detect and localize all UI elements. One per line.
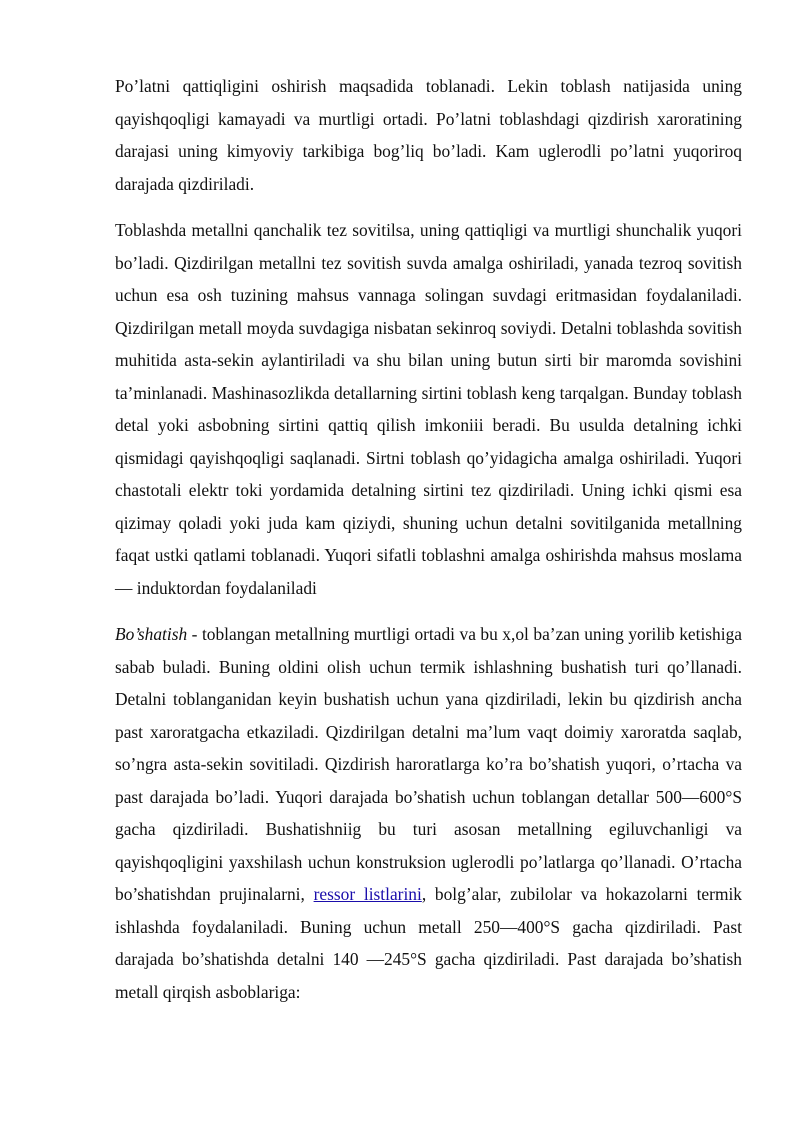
paragraph-tempering-text-2: , bolg’alar, zubilolar va hokazolarni termik ishlashda foydalaniladi. Buning uchun metall 250—400°S gacha qizdiriladi. Past darajada bo’shatishda detalni 140 —245°S gacha qizdiriladi. Past darajada bo’shatish metall qirqish asboblariga: [115,884,742,1002]
document-page [115,70,742,1022]
paragraph-tempering [115,618,742,1008]
paragraph-quenching-process: Toblashda metallni qanchalik tez sovitilsa, uning qattiqligi va murtligi shunchalik yuqori bo’ladi. Qizdirilgan metallni tez sovitish suvda amalga oshiriladi, yanada tezroq sovitish uchun esa osh tuzining mahsus vannaga solingan suvdagi eritmasidan foydalaniladi. Qizdirilgan metall moyda suvdagiga nisbatan sekinroq soviydi. Detalni toblashda sovitish muhitida asta-sekin aylantiriladi va shu bilan uning butun sirti bir maromda sovishini ta’minlanadi. Mashinasozlikda detallarning sirtini toblash keng tarqalgan. Bunday toblash detal yoki asbobning sirtini qattiq qilish imkoniii beradi. Bu usulda detalning ichki qismidagi qayishqoqligi saqlanadi. Sirtni toblash qo’yidagicha amalga oshiriladi. Yuqori chastotali elektr toki yordamida detalning sirtini tez qizdiriladi. Uning ichki qismi esa qizimay qoladi yoki juda kam qiziydi, shuning uchun detalni sovitilganida metallning faqat ustki qatlami toblanadi. Yuqori sifatli toblashni amalga oshirishda mahsus moslama — induktordan foydalaniladi [115,220,742,598]
paragraph-tempering-text-1: - toblangan metallning murtligi ortadi va bu x,ol ba’zan uning yorilib ketishiga sabab buladi. Buning oldini olish uchun termik ishlashning bushatish turi qo’llanadi. Detalni toblanganidan keyin bushatish uchun yana qizdiriladi, lekin bu qizdirish ancha past xaroratgacha etkaziladi. Qizdirilgan detalni ma’lum vaqt doimiy xaroratda saqlab, so’ngra asta-sekin sovitiladi. Qizdirish haroratlarga ko’ra bo’shatish yuqori, o’rtacha va past darajada bo’ladi. Yuqori darajada bo’shatish uchun toblangan detallar 500—600°S gacha qizdiriladi. Bushatishniig bu turi asosan metallning egiluvchanligi va qayishqoqligini yaxshilash uchun konstruksion uglerodli po’latlarga qo’llanadi. O’rtacha bo’shatishdan prujinalarni, [115,624,742,904]
paragraph-hardening-intro: Po’latni qattiqligini oshirish maqsadida toblanadi. Lekin toblash natijasida uning qayishqoqligi kamayadi va murtligi ortadi. Po’latni toblashdagi qizdirish xaroratining darajasi uning kimyoviy tarkibiga bog’liq bo’ladi. Kam uglerodli po’latni yuqoriroq darajada qizdiriladi. [115,76,742,194]
term-tempering: Bo’shatish [115,624,188,644]
link-ressor-listlarini[interactable]: ressor listlarini [313,884,422,904]
